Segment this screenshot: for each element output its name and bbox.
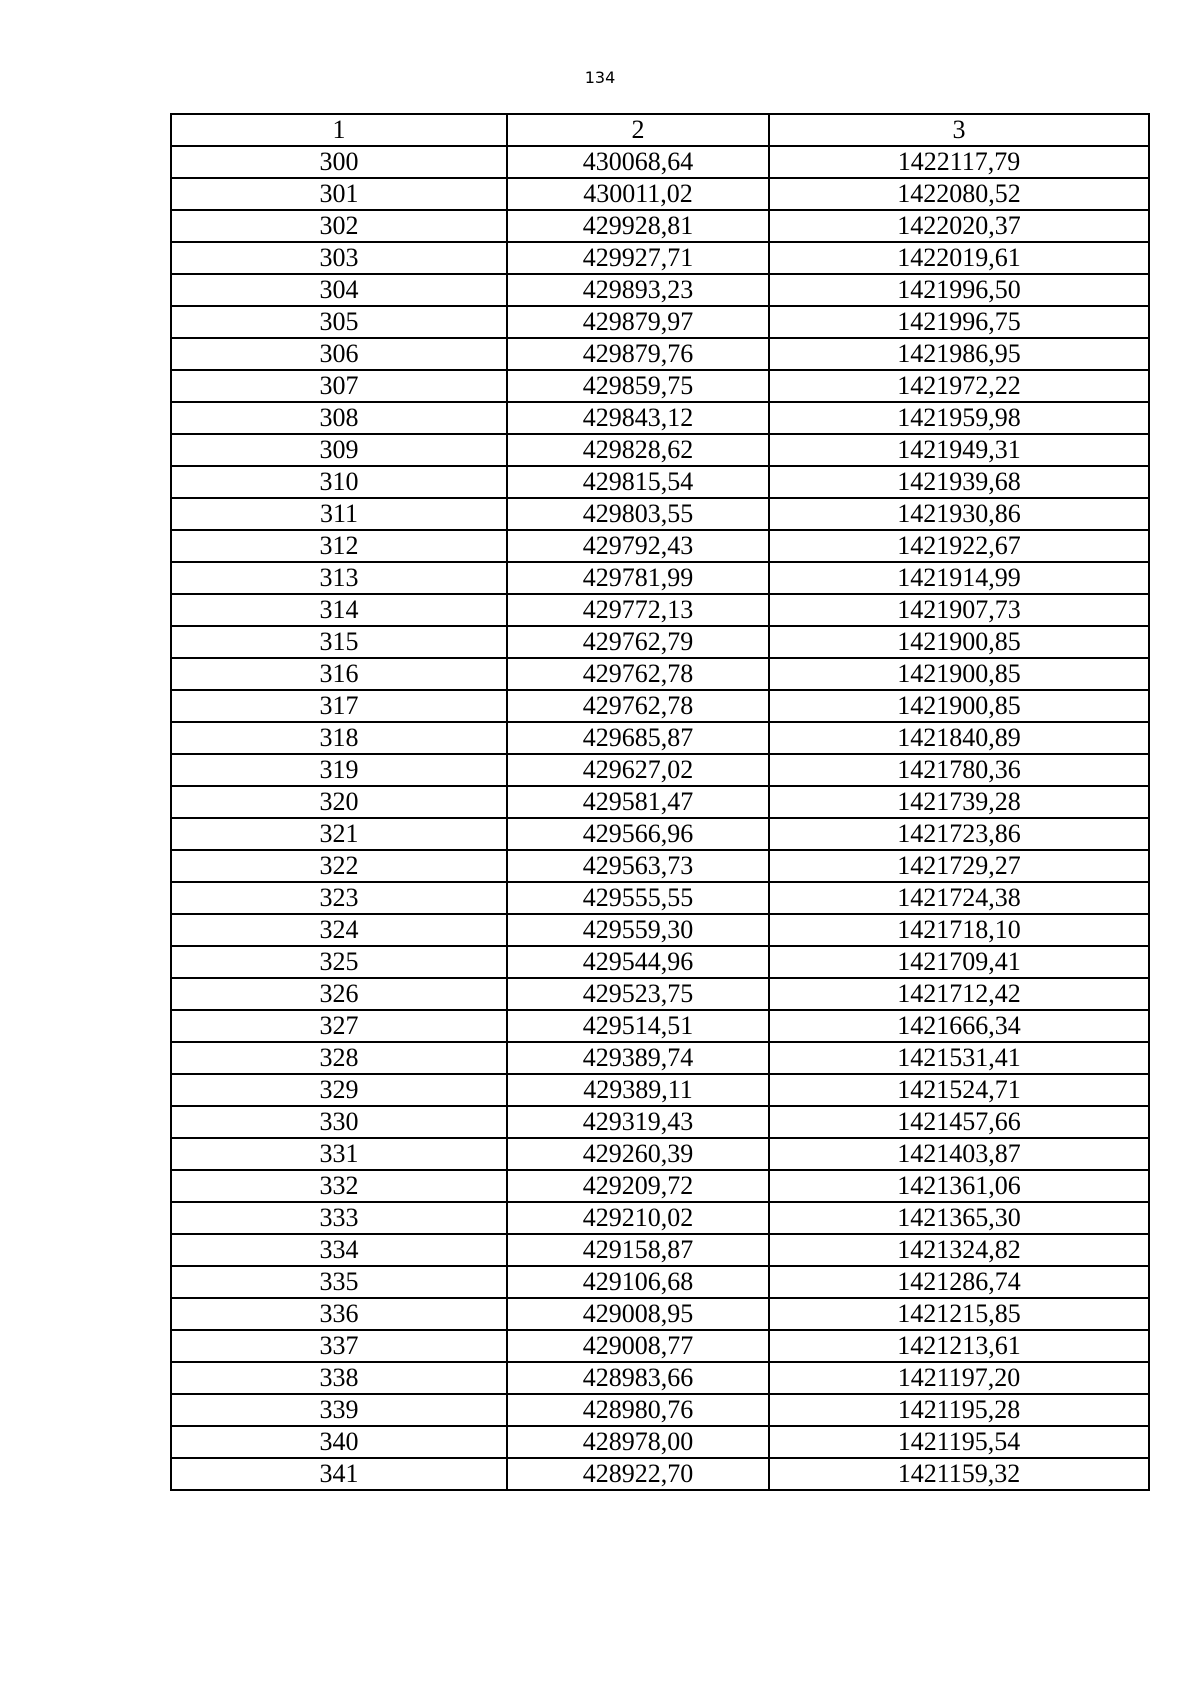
point-number-cell: 340: [171, 1426, 507, 1458]
y-coordinate-cell: 1421739,28: [769, 786, 1149, 818]
point-number-cell: 308: [171, 402, 507, 434]
table-row: [171, 722, 1149, 754]
table-row: [171, 306, 1149, 338]
point-number-cell: 313: [171, 562, 507, 594]
table-row: [171, 1202, 1149, 1234]
table-row: [171, 914, 1149, 946]
y-coordinate-cell: 1421457,66: [769, 1106, 1149, 1138]
point-number-cell: 319: [171, 754, 507, 786]
point-number-cell: 321: [171, 818, 507, 850]
x-coordinate-cell: 429803,55: [507, 498, 769, 530]
point-number-cell: 323: [171, 882, 507, 914]
y-coordinate-cell: 1422019,61: [769, 242, 1149, 274]
table-row: [171, 850, 1149, 882]
y-coordinate-cell: 1421215,85: [769, 1298, 1149, 1330]
y-coordinate-cell: 1421531,41: [769, 1042, 1149, 1074]
y-coordinate-cell: 1421900,85: [769, 626, 1149, 658]
x-coordinate-cell: 428922,70: [507, 1458, 769, 1490]
table-row: [171, 370, 1149, 402]
table-row: [171, 1426, 1149, 1458]
y-coordinate-cell: 1421930,86: [769, 498, 1149, 530]
point-number-cell: 307: [171, 370, 507, 402]
x-coordinate-cell: 429008,77: [507, 1330, 769, 1362]
table-row: [171, 1394, 1149, 1426]
table-row: [171, 210, 1149, 242]
table-row: [171, 466, 1149, 498]
y-coordinate-cell: 1421195,28: [769, 1394, 1149, 1426]
x-coordinate-cell: 429781,99: [507, 562, 769, 594]
point-number-cell: 329: [171, 1074, 507, 1106]
point-number-cell: 305: [171, 306, 507, 338]
x-coordinate-cell: 429828,62: [507, 434, 769, 466]
x-coordinate-cell: 429762,78: [507, 690, 769, 722]
point-number-cell: 302: [171, 210, 507, 242]
x-coordinate-cell: 429158,87: [507, 1234, 769, 1266]
y-coordinate-cell: 1421939,68: [769, 466, 1149, 498]
table-row: [171, 690, 1149, 722]
x-coordinate-cell: 429627,02: [507, 754, 769, 786]
column-header: 3: [769, 114, 1149, 146]
x-coordinate-cell: 428980,76: [507, 1394, 769, 1426]
y-coordinate-cell: 1421709,41: [769, 946, 1149, 978]
point-number-cell: 300: [171, 146, 507, 178]
point-number-cell: 337: [171, 1330, 507, 1362]
y-coordinate-cell: 1421996,50: [769, 274, 1149, 306]
table-row: [171, 978, 1149, 1010]
table-row: [171, 1170, 1149, 1202]
table-row: [171, 1234, 1149, 1266]
y-coordinate-cell: 1421907,73: [769, 594, 1149, 626]
point-number-cell: 310: [171, 466, 507, 498]
table-row: [171, 1266, 1149, 1298]
point-number-cell: 304: [171, 274, 507, 306]
table-row: [171, 754, 1149, 786]
x-coordinate-cell: 429792,43: [507, 530, 769, 562]
y-coordinate-cell: 1421780,36: [769, 754, 1149, 786]
table-row: [171, 402, 1149, 434]
y-coordinate-cell: 1421922,67: [769, 530, 1149, 562]
x-coordinate-cell: 428983,66: [507, 1362, 769, 1394]
x-coordinate-cell: 429559,30: [507, 914, 769, 946]
table-row: [171, 1074, 1149, 1106]
point-number-cell: 331: [171, 1138, 507, 1170]
point-number-cell: 320: [171, 786, 507, 818]
x-coordinate-cell: 429928,81: [507, 210, 769, 242]
table-row: [171, 658, 1149, 690]
y-coordinate-cell: 1421286,74: [769, 1266, 1149, 1298]
table-row: [171, 498, 1149, 530]
y-coordinate-cell: 1421324,82: [769, 1234, 1149, 1266]
point-number-cell: 328: [171, 1042, 507, 1074]
table-row: [171, 818, 1149, 850]
x-coordinate-cell: 429389,74: [507, 1042, 769, 1074]
table-row: [171, 1138, 1149, 1170]
table-row: [171, 1298, 1149, 1330]
table-row: [171, 146, 1149, 178]
y-coordinate-cell: 1421729,27: [769, 850, 1149, 882]
point-number-cell: 332: [171, 1170, 507, 1202]
point-number-cell: 336: [171, 1298, 507, 1330]
point-number-cell: 341: [171, 1458, 507, 1490]
x-coordinate-cell: 429544,96: [507, 946, 769, 978]
x-coordinate-cell: 429566,96: [507, 818, 769, 850]
point-number-cell: 334: [171, 1234, 507, 1266]
x-coordinate-cell: 429389,11: [507, 1074, 769, 1106]
y-coordinate-cell: 1421724,38: [769, 882, 1149, 914]
point-number-cell: 316: [171, 658, 507, 690]
x-coordinate-cell: 429859,75: [507, 370, 769, 402]
y-coordinate-cell: 1422117,79: [769, 146, 1149, 178]
table-row: [171, 530, 1149, 562]
y-coordinate-cell: 1421840,89: [769, 722, 1149, 754]
point-number-cell: 335: [171, 1266, 507, 1298]
x-coordinate-cell: 429762,78: [507, 658, 769, 690]
y-coordinate-cell: 1421723,86: [769, 818, 1149, 850]
y-coordinate-cell: 1421195,54: [769, 1426, 1149, 1458]
point-number-cell: 333: [171, 1202, 507, 1234]
x-coordinate-cell: 429319,43: [507, 1106, 769, 1138]
y-coordinate-cell: 1421666,34: [769, 1010, 1149, 1042]
table-row: [171, 626, 1149, 658]
x-coordinate-cell: 429772,13: [507, 594, 769, 626]
x-coordinate-cell: 430011,02: [507, 178, 769, 210]
table-row: [171, 178, 1149, 210]
x-coordinate-cell: 429555,55: [507, 882, 769, 914]
y-coordinate-cell: 1421213,61: [769, 1330, 1149, 1362]
point-number-cell: 324: [171, 914, 507, 946]
table-row: [171, 1458, 1149, 1490]
x-coordinate-cell: 429523,75: [507, 978, 769, 1010]
x-coordinate-cell: 429563,73: [507, 850, 769, 882]
point-number-cell: 315: [171, 626, 507, 658]
x-coordinate-cell: 429008,95: [507, 1298, 769, 1330]
x-coordinate-cell: 429260,39: [507, 1138, 769, 1170]
y-coordinate-cell: 1421972,22: [769, 370, 1149, 402]
x-coordinate-cell: 429879,76: [507, 338, 769, 370]
y-coordinate-cell: 1421159,32: [769, 1458, 1149, 1490]
y-coordinate-cell: 1421712,42: [769, 978, 1149, 1010]
point-number-cell: 309: [171, 434, 507, 466]
point-number-cell: 339: [171, 1394, 507, 1426]
point-number-cell: 312: [171, 530, 507, 562]
y-coordinate-cell: 1421361,06: [769, 1170, 1149, 1202]
point-number-cell: 311: [171, 498, 507, 530]
point-number-cell: 306: [171, 338, 507, 370]
table-row: [171, 1042, 1149, 1074]
table-row: [171, 242, 1149, 274]
table-row: [171, 1362, 1149, 1394]
x-coordinate-cell: 429210,02: [507, 1202, 769, 1234]
y-coordinate-cell: 1421949,31: [769, 434, 1149, 466]
x-coordinate-cell: 429927,71: [507, 242, 769, 274]
column-header: 2: [507, 114, 769, 146]
table-row: [171, 1106, 1149, 1138]
x-coordinate-cell: 429893,23: [507, 274, 769, 306]
y-coordinate-cell: 1421900,85: [769, 690, 1149, 722]
table-row: [171, 1330, 1149, 1362]
table-header-row: [171, 114, 1149, 146]
x-coordinate-cell: 429843,12: [507, 402, 769, 434]
coordinates-table: [170, 113, 1150, 1491]
table-row: [171, 434, 1149, 466]
table-row: [171, 594, 1149, 626]
table-row: [171, 786, 1149, 818]
y-coordinate-cell: 1422080,52: [769, 178, 1149, 210]
table-body: [171, 146, 1149, 1490]
y-coordinate-cell: 1421900,85: [769, 658, 1149, 690]
column-header: 1: [171, 114, 507, 146]
x-coordinate-cell: 429762,79: [507, 626, 769, 658]
y-coordinate-cell: 1421914,99: [769, 562, 1149, 594]
point-number-cell: 325: [171, 946, 507, 978]
point-number-cell: 338: [171, 1362, 507, 1394]
x-coordinate-cell: 428978,00: [507, 1426, 769, 1458]
page-number: 134: [584, 68, 616, 87]
table-row: [171, 946, 1149, 978]
y-coordinate-cell: 1421197,20: [769, 1362, 1149, 1394]
y-coordinate-cell: 1421718,10: [769, 914, 1149, 946]
point-number-cell: 322: [171, 850, 507, 882]
y-coordinate-cell: 1421986,95: [769, 338, 1149, 370]
table-row: [171, 338, 1149, 370]
x-coordinate-cell: 429106,68: [507, 1266, 769, 1298]
x-coordinate-cell: 429514,51: [507, 1010, 769, 1042]
point-number-cell: 318: [171, 722, 507, 754]
x-coordinate-cell: 429581,47: [507, 786, 769, 818]
point-number-cell: 317: [171, 690, 507, 722]
point-number-cell: 330: [171, 1106, 507, 1138]
point-number-cell: 303: [171, 242, 507, 274]
y-coordinate-cell: 1421365,30: [769, 1202, 1149, 1234]
table-row: [171, 1010, 1149, 1042]
y-coordinate-cell: 1421959,98: [769, 402, 1149, 434]
y-coordinate-cell: 1421996,75: [769, 306, 1149, 338]
x-coordinate-cell: 429685,87: [507, 722, 769, 754]
point-number-cell: 301: [171, 178, 507, 210]
x-coordinate-cell: 429815,54: [507, 466, 769, 498]
y-coordinate-cell: 1421403,87: [769, 1138, 1149, 1170]
y-coordinate-cell: 1422020,37: [769, 210, 1149, 242]
x-coordinate-cell: 430068,64: [507, 146, 769, 178]
table-row: [171, 562, 1149, 594]
x-coordinate-cell: 429879,97: [507, 306, 769, 338]
y-coordinate-cell: 1421524,71: [769, 1074, 1149, 1106]
point-number-cell: 314: [171, 594, 507, 626]
table-row: [171, 274, 1149, 306]
x-coordinate-cell: 429209,72: [507, 1170, 769, 1202]
point-number-cell: 326: [171, 978, 507, 1010]
table-row: [171, 882, 1149, 914]
point-number-cell: 327: [171, 1010, 507, 1042]
